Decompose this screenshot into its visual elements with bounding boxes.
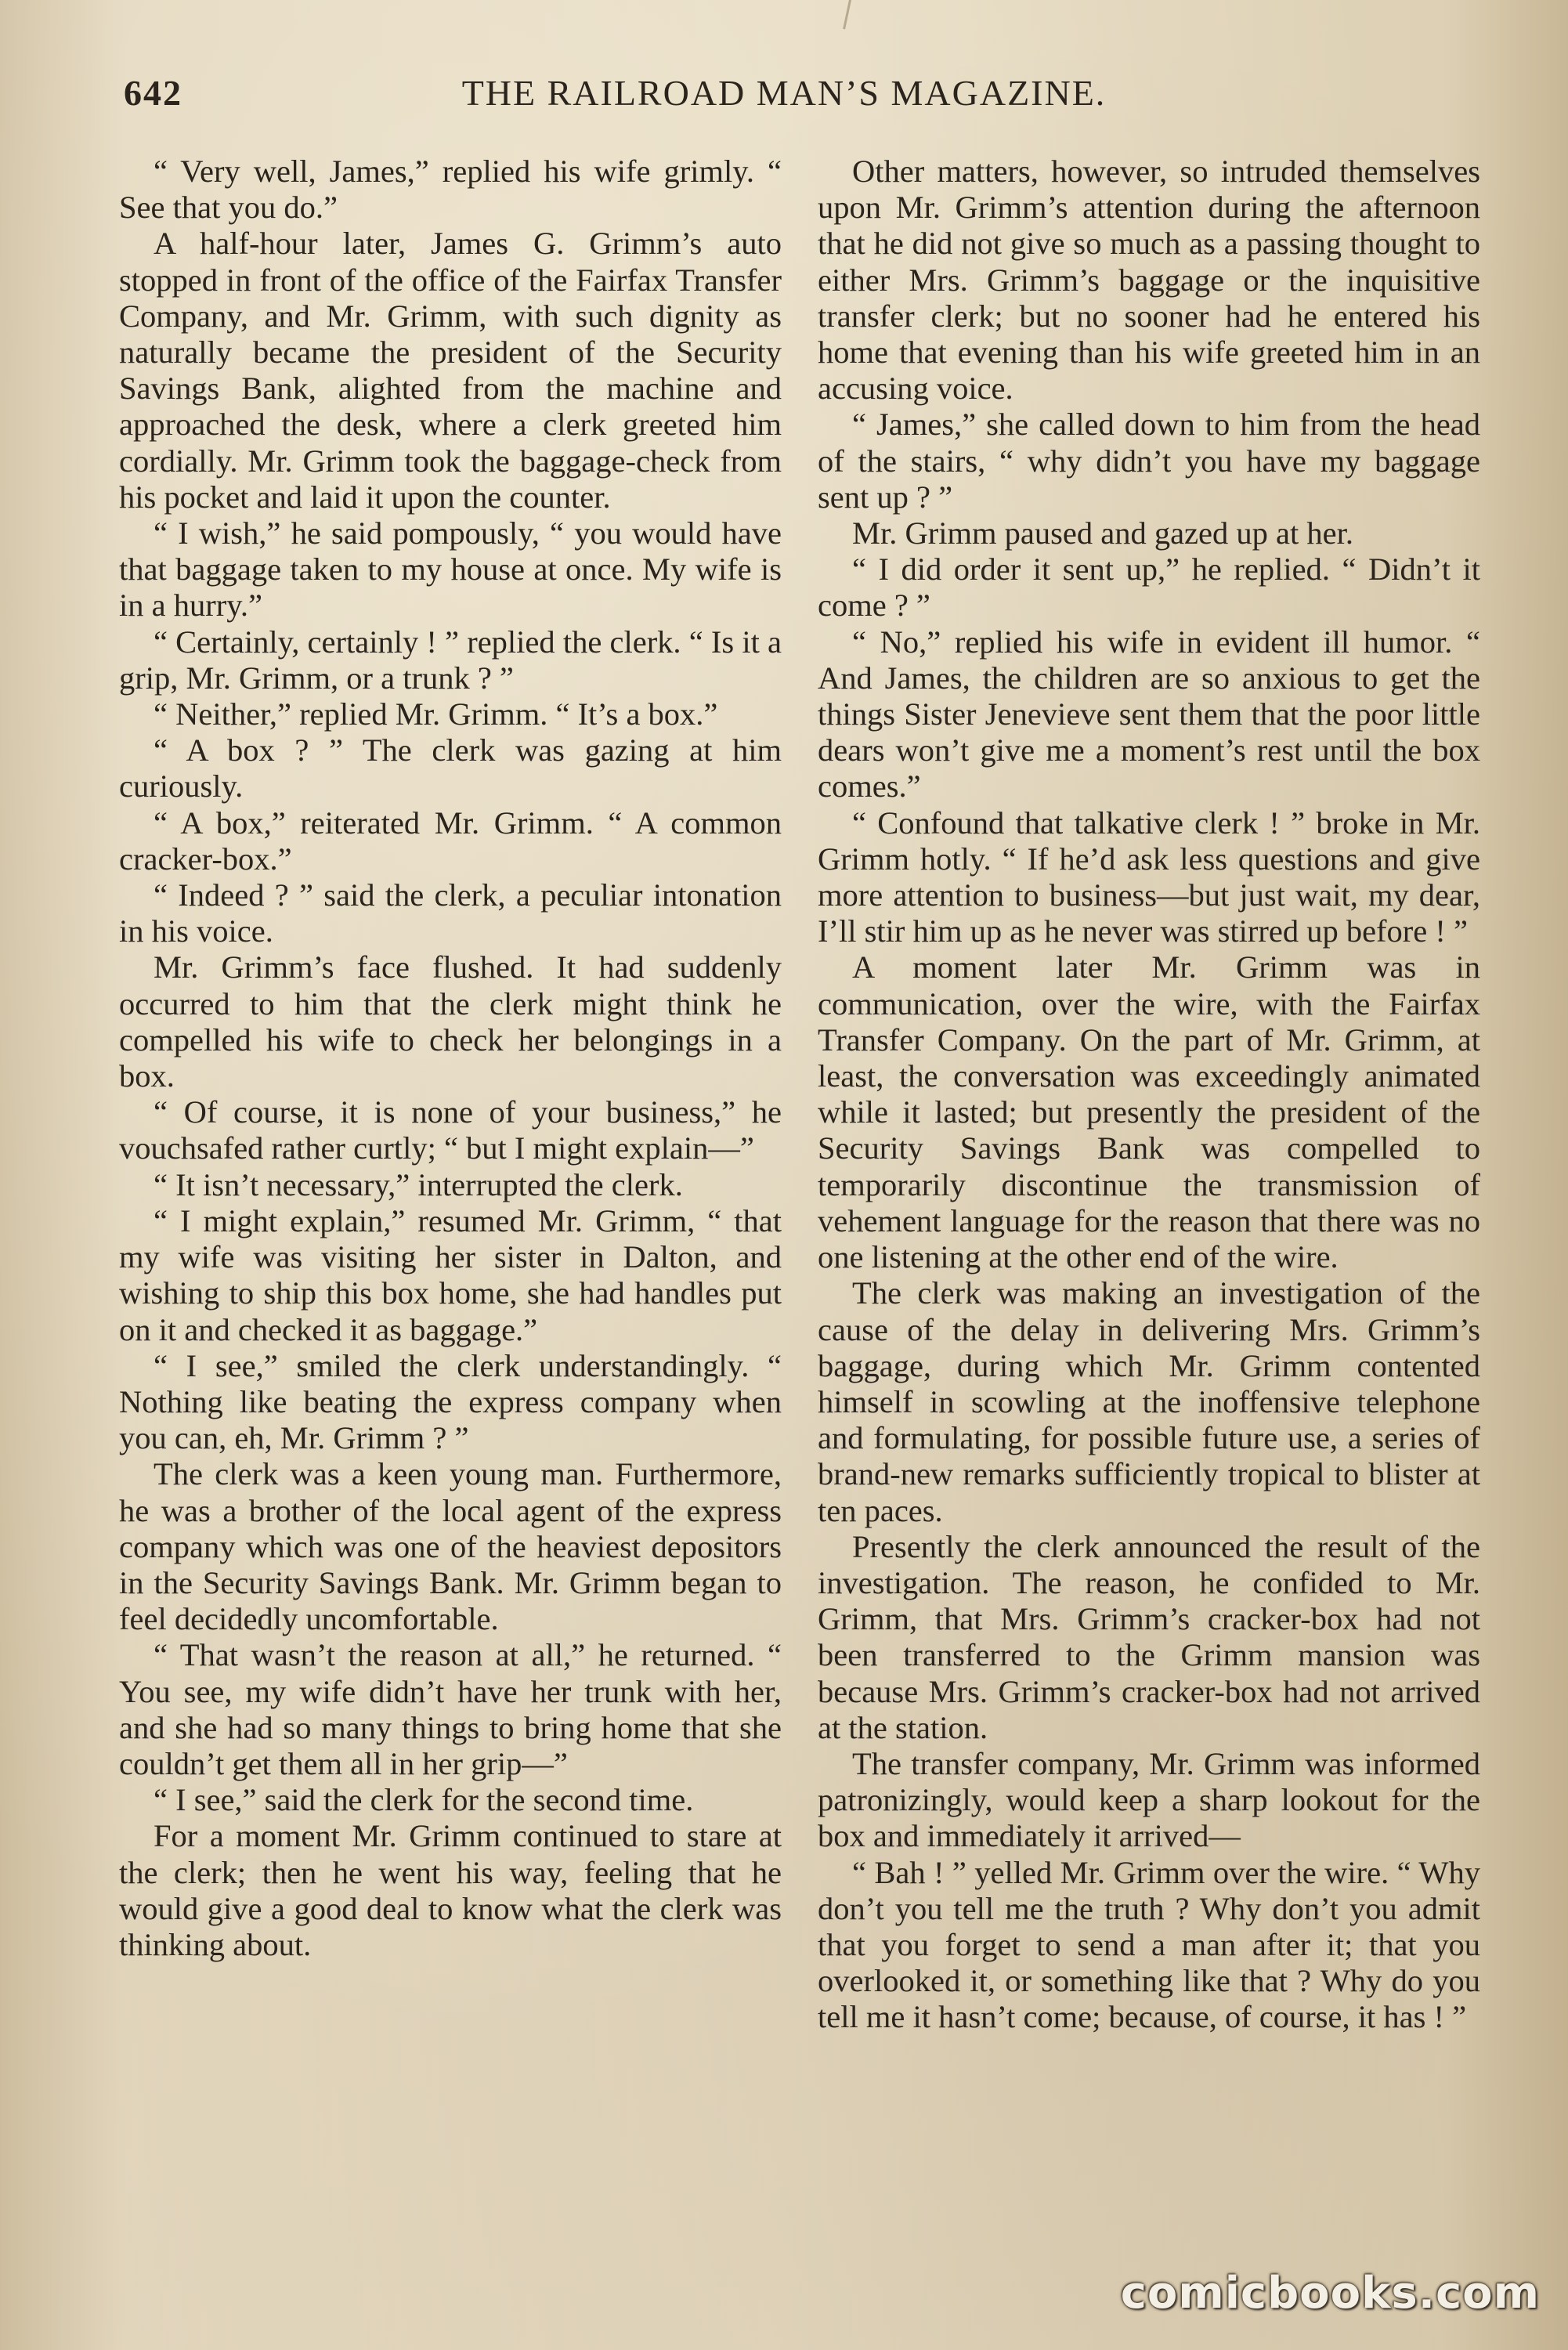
paragraph: A moment later Mr. Grimm was in communication, over the wire, with the Fairfax Transfer Company. On the part of Mr. Grimm, at least, the conversation was exceedingly animated while it lasted; but presently the president of the Security Savings Bank was compelled to temporarily discontinue the transmission of vehement language for the reason that there was no one listening at the other end of the wire.: [818, 949, 1480, 1275]
paragraph: A half-hour later, James G. Grimm’s auto stopped in front of the office of the Fairfax Transfer Company, and Mr. Grimm, with such dignity as naturally became the president of the Security Savings Bank, alighted from the machine and approached the desk, where a clerk greeted him cordially. Mr. Grimm took the baggage-check from his pocket and laid it upon the counter.: [119, 226, 782, 515]
paragraph: Presently the clerk announced the result of the investigation. The reason, he confided to Mr. Grimm, that Mrs. Grimm’s cracker-box had not been transferred to the Grimm mansion was because Mrs. Grimm’s cracker-box had not arrived at the station.: [818, 1528, 1480, 1745]
paragraph: “ It isn’t necessary,” interrupted the clerk.: [154, 1166, 683, 1202]
left-column: [119, 154, 782, 1963]
paragraph: The clerk was a keen young man. Furthermore, he was a brother of the local agent of the express company which was one of the heaviest depositors in the Security Savings Bank. Mr. Grimm began to feel decidedly uncomfortable.: [119, 1456, 782, 1637]
paragraph: “ I see,” smiled the clerk understandingly. “ Nothing like beating the express company when you can, eh, Mr. Grimm ? ”: [119, 1347, 782, 1456]
pencil-mark: [843, 0, 870, 33]
paragraph: The clerk was making an investigation of the cause of the delay in delivering Mrs. Grimm’s baggage, during which Mr. Grimm contented himself in scowling at the inoffensive telephone and formulating, for possible future use, a series of brand-new remarks sufficiently tropical to blister at ten paces.: [818, 1275, 1480, 1528]
paragraph: “ Neither,” replied Mr. Grimm. “ It’s a box.”: [154, 696, 718, 732]
paragraph: Mr. Grimm’s face flushed. It had suddenly occurred to him that the clerk might think he compelled his wife to check her belongings in a box.: [119, 949, 782, 1094]
paragraph: “ Bah ! ” yelled Mr. Grimm over the wire. “ Why don’t you tell me the truth ? Why don’t you admit that you forget to send a man after it; that you overlooked it, or something like that ? Why do you tell me it hasn’t come; because, of course, it has ! ”: [818, 1854, 1480, 2035]
running-title: THE RAILROAD MAN’S MAGAZINE.: [461, 73, 1107, 113]
paragraph: The transfer company, Mr. Grimm was informed patronizingly, would keep a sharp lookout for the box and immediately it arrived—: [818, 1745, 1480, 1854]
paragraph: “ Certainly, certainly ! ” replied the clerk. “ Is it a grip, Mr. Grimm, or a trunk ? ”: [119, 624, 782, 696]
paragraph: “ I did order it sent up,” he replied. “ Didn’t it come ? ”: [818, 551, 1480, 624]
page-header: [117, 72, 1451, 119]
page-number: 642: [124, 73, 182, 113]
paragraph: “ I might explain,” resumed Mr. Grimm, “ that my wife was visiting her sister in Dalton, and wishing to ship this box home, she had handles put on it and checked it as baggage.”: [119, 1202, 782, 1347]
paragraph: For a moment Mr. Grimm continued to stare at the clerk; then he went his way, feeling that he would give a good deal to know what the clerk was thinking about.: [119, 1818, 782, 1962]
paragraph: “ Indeed ? ” said the clerk, a peculiar intonation in his voice.: [119, 877, 782, 949]
paragraph: “ Of course, it is none of your business,” he vouchsafed rather curtly; “ but I might explain—”: [119, 1094, 782, 1166]
right-column: [818, 154, 1480, 2036]
paragraph: “ Very well, James,” replied his wife grimly. “ See that you do.”: [119, 154, 782, 226]
paragraph: “ I see,” said the clerk for the second time.: [154, 1782, 694, 1818]
paragraph: “ A box ? ” The clerk was gazing at him curiously.: [119, 732, 782, 804]
paragraph: “ A box,” reiterated Mr. Grimm. “ A common cracker-box.”: [119, 804, 782, 877]
watermark: comicbooks.com: [1120, 2268, 1540, 2319]
paragraph: Other matters, however, so intruded themselves upon Mr. Grimm’s attention during the afternoon that he did not give so much as a passing thought to either Mrs. Grimm’s baggage or the inquisitive transfer clerk; but no sooner had he entered his home that evening than his wife greeted him in an accusing voice.: [818, 154, 1480, 407]
paragraph: “ I wish,” he said pompously, “ you would have that baggage taken to my house at once. My wife is in a hurry.”: [119, 515, 782, 624]
paragraph: “ Confound that talkative clerk ! ” broke in Mr. Grimm hotly. “ If he’d ask less questions and give more attention to business—but just wait, my dear, I’ll stir him up as he never was stirred up before ! ”: [818, 804, 1480, 949]
paragraph: “ James,” she called down to him from the head of the stairs, “ why didn’t you have my baggage sent up ? ”: [818, 407, 1480, 515]
paragraph: “ No,” replied his wife in evident ill humor. “ And James, the children are so anxious to get the things Sister Jenevieve sent them that the poor little dears won’t give me a moment’s rest until the box comes.”: [818, 624, 1480, 804]
paragraph: Mr. Grimm paused and gazed up at her.: [852, 515, 1353, 551]
paragraph: “ That wasn’t the reason at all,” he returned. “ You see, my wife didn’t have her trunk with her, and she had so many things to bring home that she couldn’t get them all in her grip—”: [119, 1637, 782, 1781]
